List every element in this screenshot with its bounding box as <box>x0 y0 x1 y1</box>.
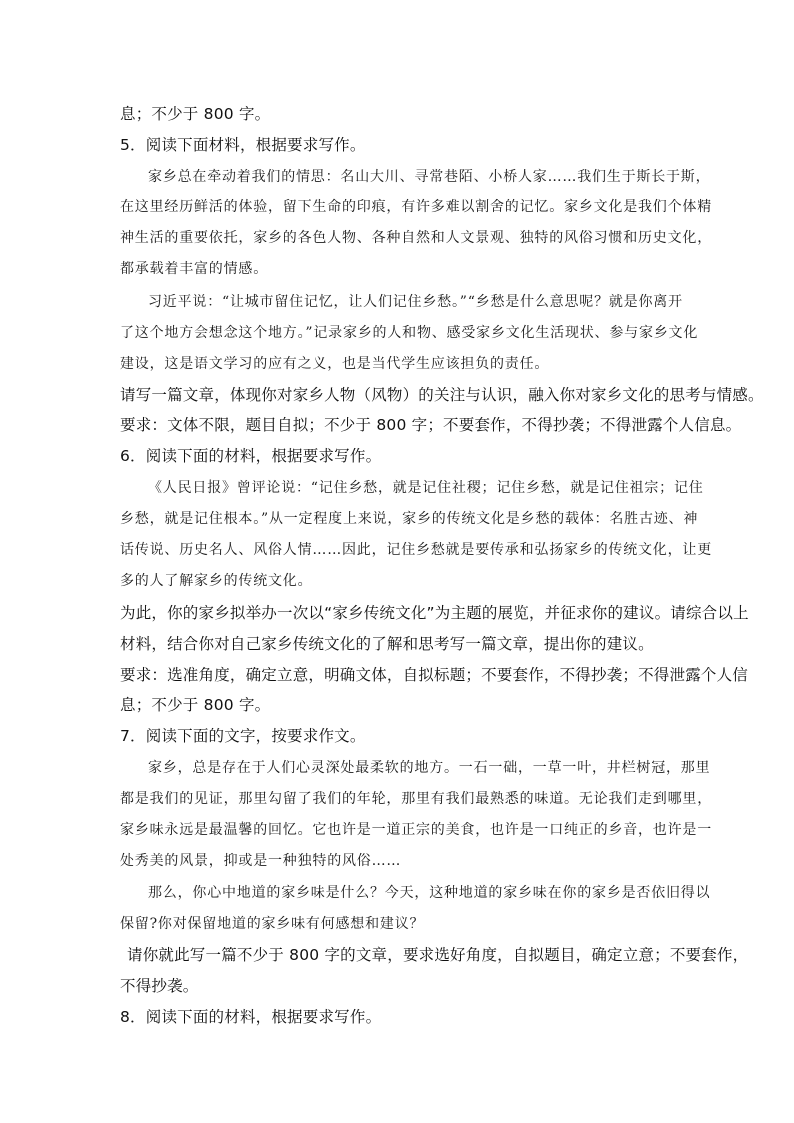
question-6-heading: 6．阅读下面的材料，根据要求写作。 <box>120 447 382 465</box>
material-line: 都承载着丰富的情感。 <box>120 261 268 277</box>
material-line: 都是我们的见证，那里勾留了我们的年轮，那里有我们最熟悉的味道。无论我们走到哪里， <box>120 791 712 807</box>
text-line: 息；不少于 800 字。 <box>120 105 271 123</box>
material-line: 家乡，总是存在于人们心灵深处最柔软的地方。一石一础，一草一叶，井栏树冠，那里 <box>148 760 711 776</box>
material-line: 在这里经历鲜活的体验，留下生命的印痕，有许多难以割舍的记忆。家乡文化是我们个体精 <box>120 199 712 215</box>
prompt-line: 请你就此写一篇不少于 800 字的文章，要求选好角度，自拟题目，确定立意；不要套作， <box>127 946 749 964</box>
prompt-line: 请写一篇文章，体现你对家乡人物（风物）的关注与认识，融入你对家乡文化的思考与情感。 <box>120 386 764 404</box>
question-7-heading: 7．阅读下面的文字，按要求作文。 <box>120 727 366 745</box>
material-line: 话传说、历史名人、风俗人情……因此，记住乡愁就是要传承和弘扬家乡的传统文化，让更 <box>120 542 712 558</box>
material-line: 了这个地方会想念这个地方。”记录家乡的人和物、感受家乡文化生活现状、参与家乡文化 <box>120 325 699 341</box>
material-line: 习近平说：“让城市留住记忆，让人们记住乡愁。”“乡愁是什么意思呢？就是你离开 <box>148 294 683 310</box>
requirements-line: 要求：文体不限，题目自拟；不少于 800 字；不要套作，不得抄袭；不得泄露个人信息。 <box>120 416 742 434</box>
material-line: 家乡味永远是最温馨的回忆。它也许是一道正宗的美食，也许是一口纯正的乡音，也许是一 <box>120 822 712 838</box>
material-line: 神生活的重要依托，家乡的各色人物、各种自然和人文景观、独特的风俗习惯和历史文化， <box>120 230 712 246</box>
requirements-line: 息；不少于 800 字。 <box>120 696 271 714</box>
question-8-heading: 8．阅读下面的材料，根据要求写作。 <box>120 1008 382 1026</box>
prompt-line: 不得抄袭。 <box>120 977 199 995</box>
material-line: 那么，你心中地道的家乡味是什么？今天，这种地道的家乡味在你的家乡是否依旧得以 <box>148 885 711 901</box>
material-line: 建设，这是语文学习的应有之义，也是当代学生应该担负的责任。 <box>120 356 550 372</box>
requirements-line: 要求：选准角度，确定立意，明确文体，自拟标题；不要套作，不得抄袭；不得泄露个人信 <box>120 666 749 684</box>
material-line: 乡愁，就是记住根本。”从一定程度上来说，家乡的传统文化是乡愁的载体：名胜古迹、神 <box>120 511 699 527</box>
material-line: 保留?你对保留地道的家乡味有何感想和建议？ <box>120 916 425 932</box>
material-line: 多的人了解家乡的传统文化。 <box>120 573 313 589</box>
material-line: 处秀美的风景，抑或是一种独特的风俗…… <box>120 853 402 869</box>
material-line: 家乡总在牵动着我们的情思：名山大川、寻常巷陌、小桥人家……我们生于斯长于斯， <box>148 169 711 185</box>
prompt-line: 为此，你的家乡拟举办一次以“家乡传统文化”为主题的展览，并征求你的建议。请综合以上 <box>120 604 749 622</box>
question-5-heading: 5．阅读下面材料，根据要求写作。 <box>120 136 366 154</box>
prompt-line: 材料，结合你对自己家乡传统文化的了解和思考写一篇文章，提出你的建议。 <box>120 635 654 653</box>
material-line: 《人民日报》曾评论说：“记住乡愁，就是记住社稷；记住乡愁，就是记住祖宗；记住 <box>148 480 704 496</box>
